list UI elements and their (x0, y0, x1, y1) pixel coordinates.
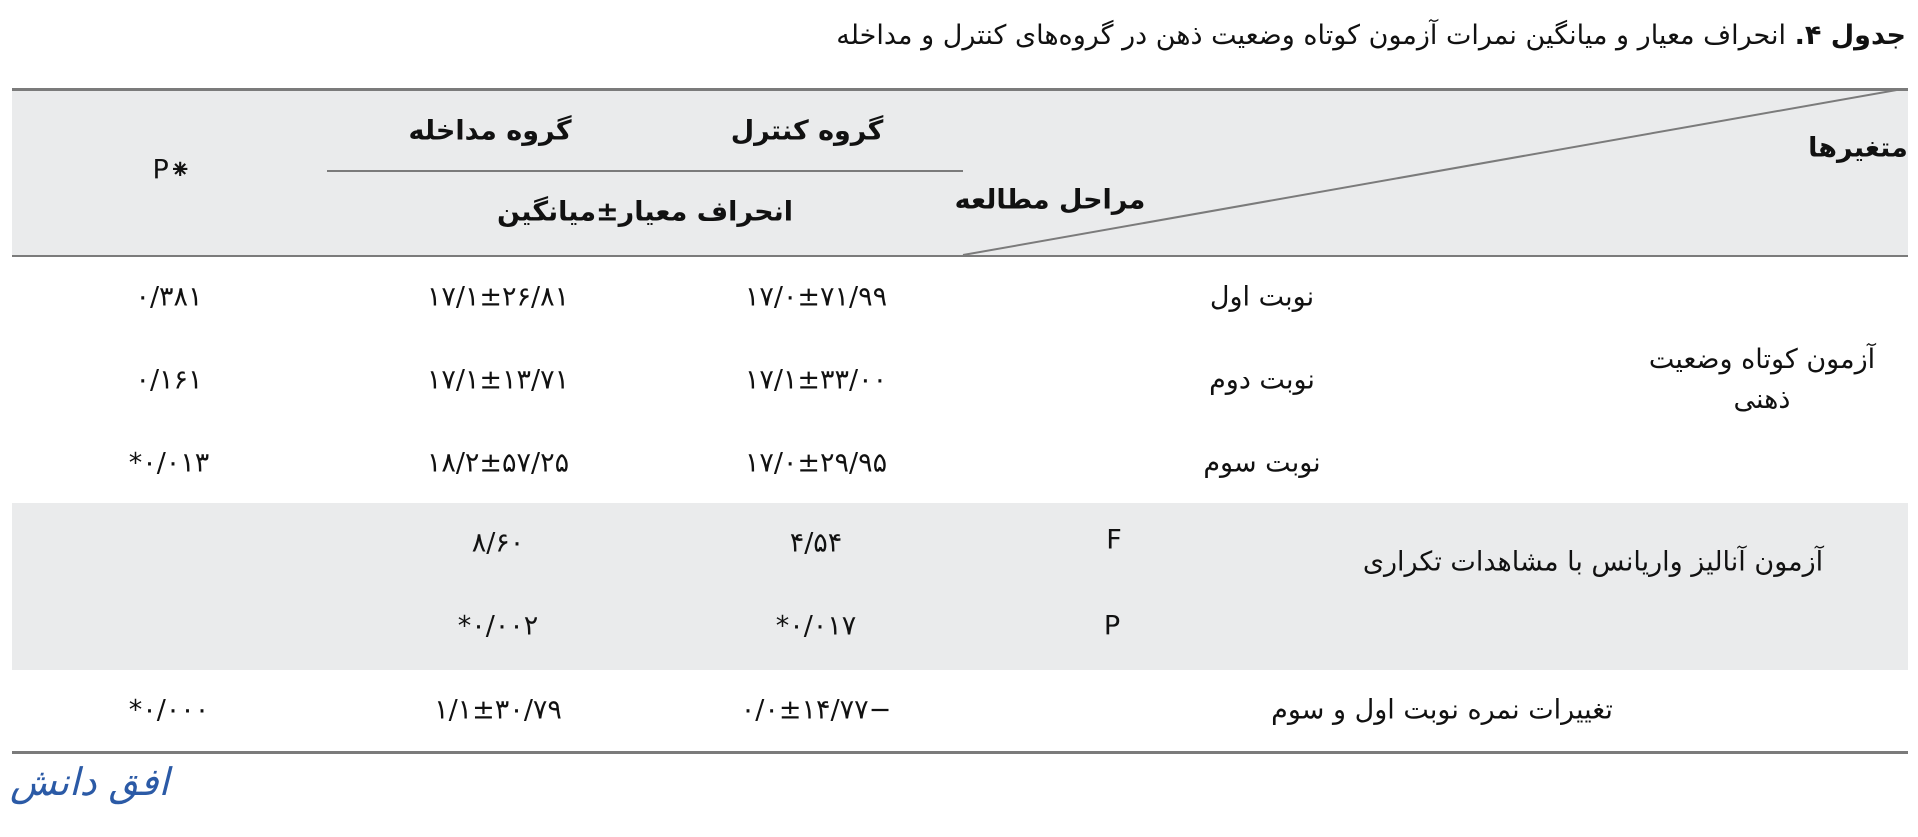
f-intervention: ۸/۶۰ (471, 527, 525, 559)
anova-band (12, 503, 1908, 670)
row2-intervention: ۱۷/۱±۱۳/۷۱ (426, 364, 570, 396)
header-mean-sd: انحراف معیار±میانگین (497, 196, 793, 228)
header-stages: مراحل مطالعه (954, 184, 1146, 216)
row3-control: ۱۷/۰±۲۹/۹۵ (744, 447, 888, 479)
caption-text: انحراف معیار و میانگین نمرات آزمون کوتاه وضعیت ذهن در گروه‌های کنترل و مداخله (836, 20, 1795, 51)
header-control-group: گروه کنترل (730, 115, 884, 147)
p-intervention: ۰/۰۰۲* (457, 610, 539, 642)
change-label: تغییرات نمره نوبت اول و سوم (1271, 694, 1613, 726)
header-intervention-group: گروه مداخله (408, 115, 572, 147)
f-stat-label: F (1106, 524, 1122, 556)
header-variables: متغیرها (1808, 132, 1908, 164)
row2-control: ۱۷/۱±۳۳/۰۰ (744, 364, 888, 396)
change-p: ۰/۰۰۰* (128, 694, 210, 726)
header-p: P⁕ (152, 154, 192, 186)
row1-p: ۰/۳۸۱ (135, 281, 203, 313)
row2-stage: نوبت دوم (1209, 364, 1315, 396)
caption-label: جدول ۴. (1794, 20, 1906, 51)
publisher-logo: افق دانش (10, 760, 169, 804)
row2-p: ۰/۱۶۱ (135, 364, 203, 396)
header-diagonal (12, 88, 1908, 258)
row3-stage: نوبت سوم (1203, 447, 1321, 479)
row1-control: ۱۷/۰±۷۱/۹۹ (744, 281, 888, 313)
change-intervention: ۱/۱±۳۰/۷۹ (434, 694, 562, 726)
mmse-label: آزمون کوتاه وضعیت ذهنی (1648, 344, 1876, 415)
change-control: −۰/۰±۱۴/۷۷ (740, 694, 892, 726)
p-control: ۰/۰۱۷* (775, 610, 857, 642)
p-stat-label: P (1103, 610, 1121, 642)
row1-intervention: ۱۷/۱±۲۶/۸۱ (426, 281, 570, 313)
table-caption (836, 20, 1906, 51)
anova-label: آزمون آنالیز واریانس با مشاهدات تکراری (1362, 546, 1824, 578)
row3-intervention: ۱۸/۲±۵۷/۲۵ (426, 447, 570, 479)
f-control: ۴/۵۴ (789, 527, 843, 559)
row3-p: ۰/۰۱۳* (128, 447, 210, 479)
results-table (12, 88, 1908, 754)
bottom-rule (12, 751, 1908, 754)
row1-stage: نوبت اول (1209, 281, 1315, 313)
